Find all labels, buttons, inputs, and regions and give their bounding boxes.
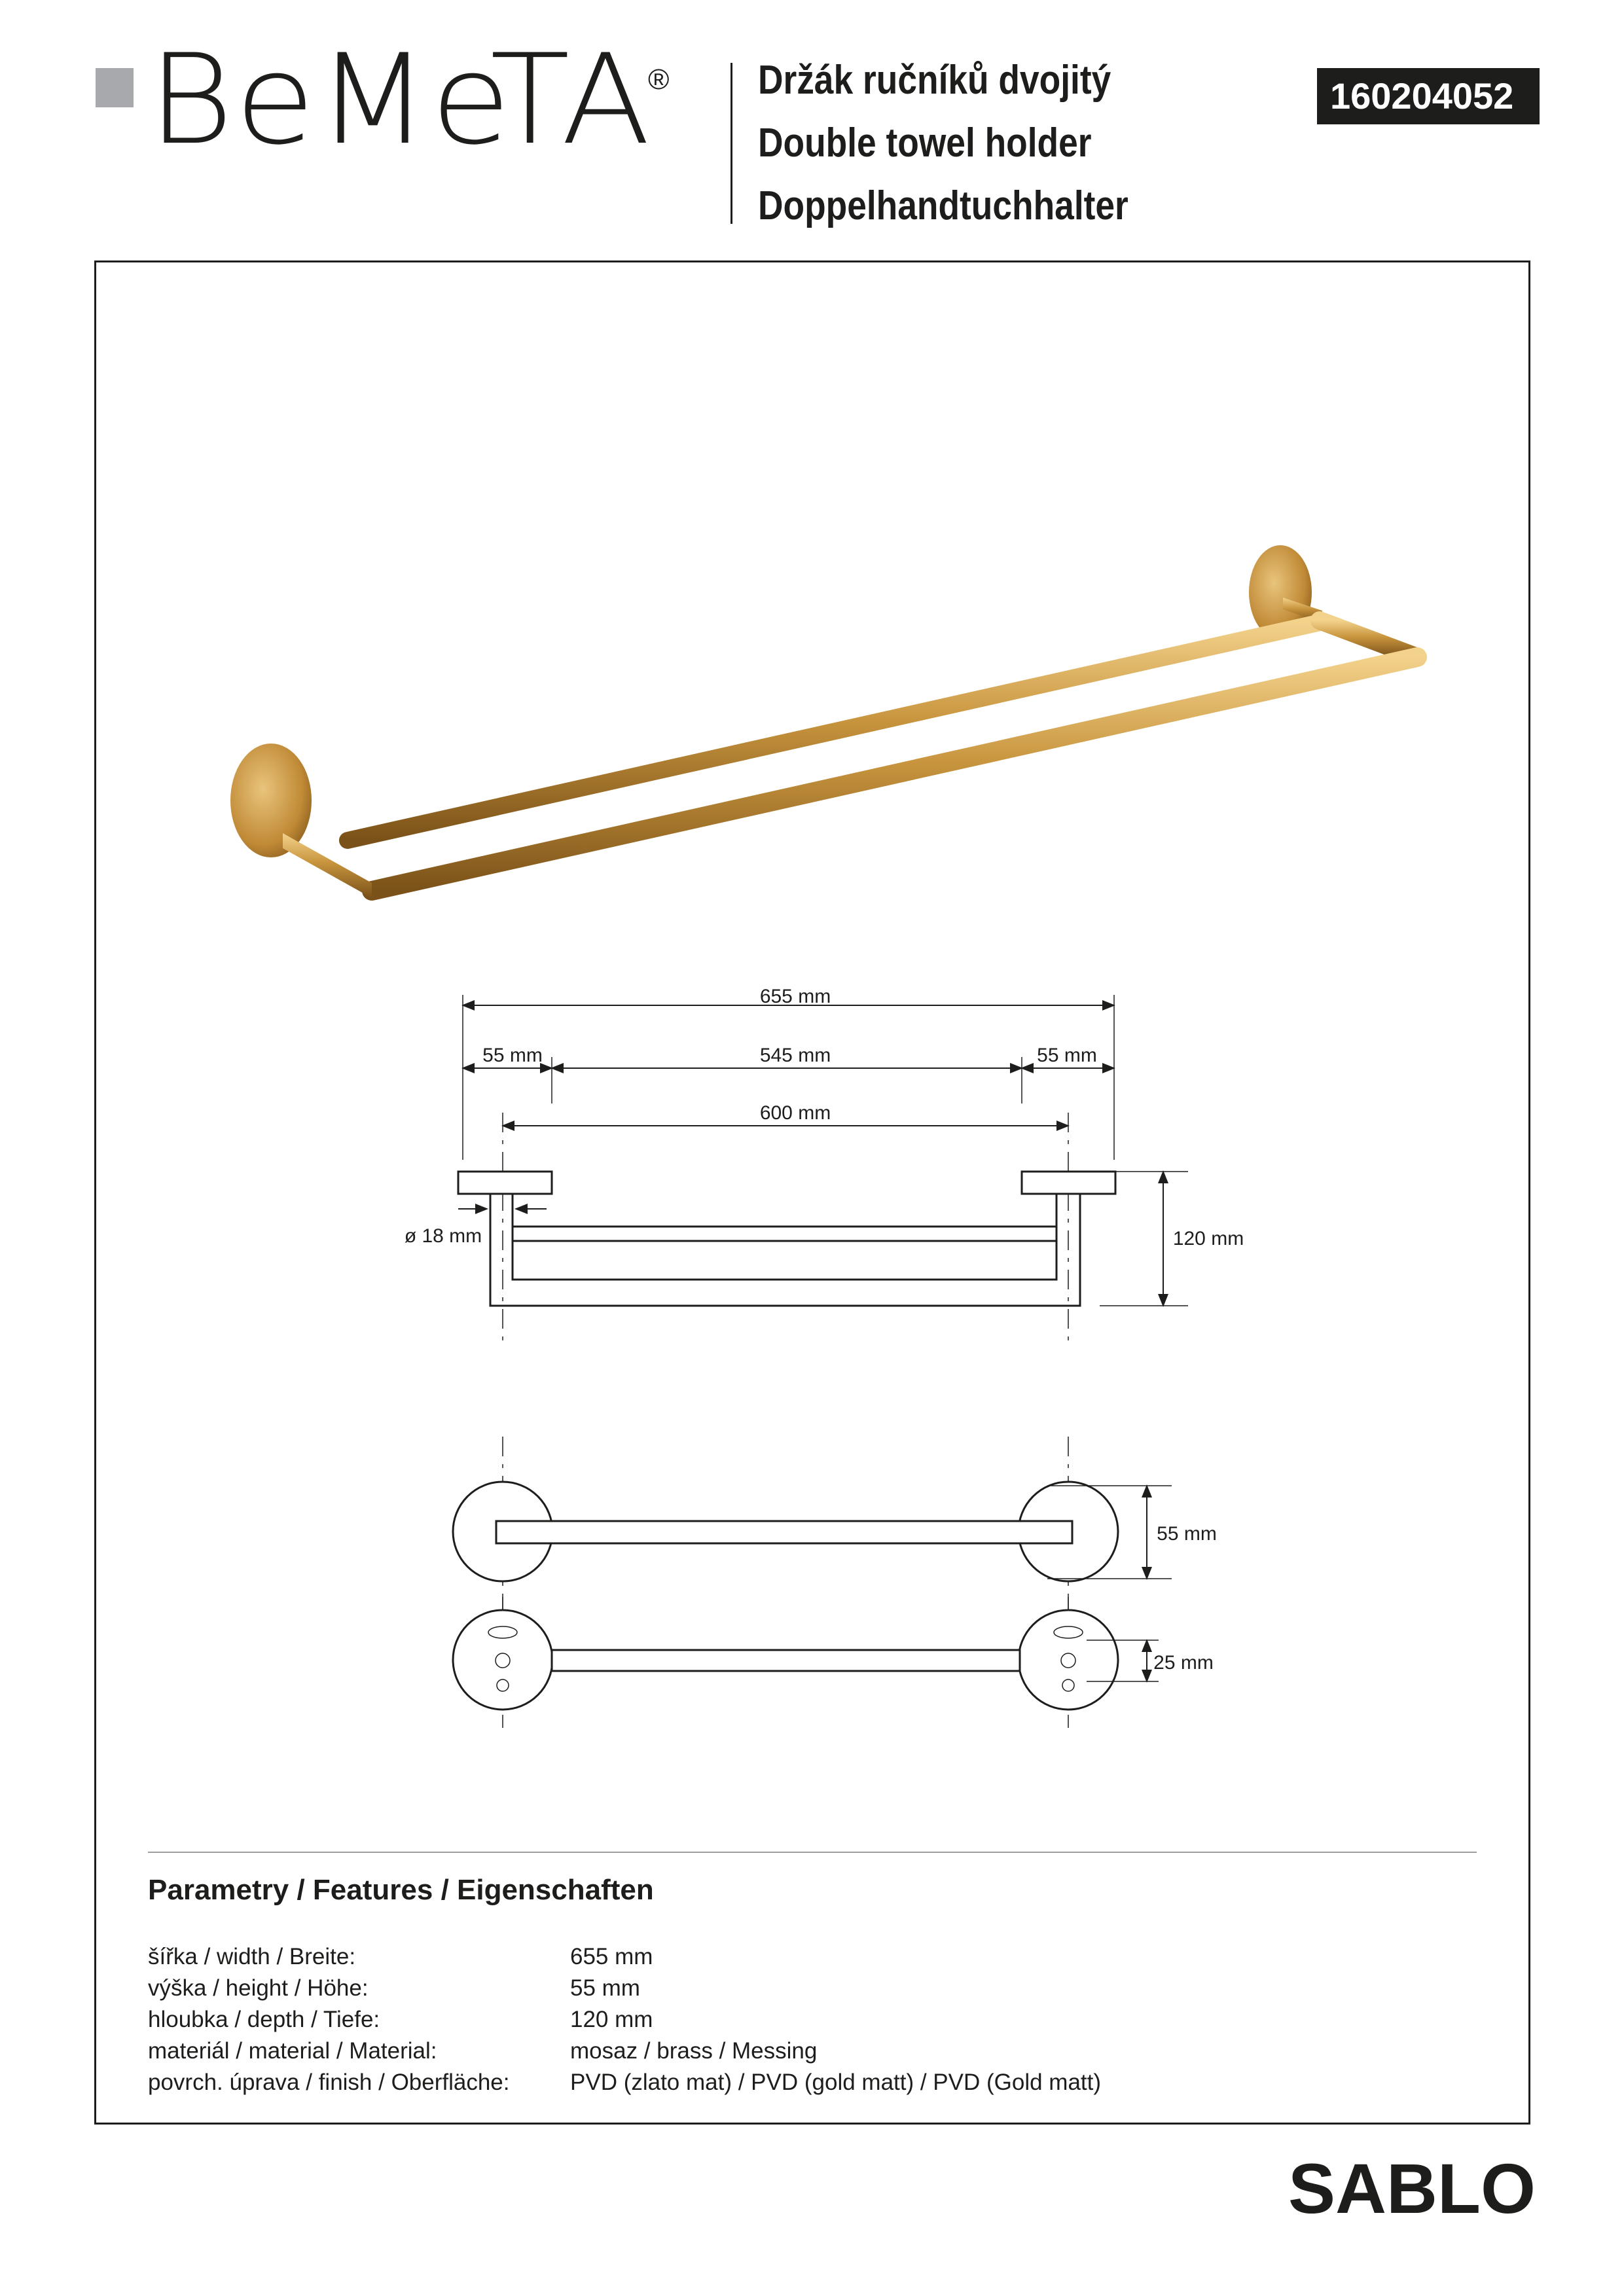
title-german: Doppelhandtuchhalter — [758, 183, 1128, 228]
features-divider — [148, 1852, 1477, 1853]
title-czech: Držák ručníků dvojitý — [758, 58, 1111, 103]
front-rail — [372, 657, 1417, 891]
front-rail-outline-outer — [490, 1194, 1080, 1306]
label-overall-width: 655 mm — [759, 986, 831, 1007]
feature-label: výška / height / Höhe: — [148, 1975, 369, 2001]
feature-row-finish — [148, 2067, 1457, 2098]
top-view-drawing — [453, 1437, 1172, 1620]
feature-row-depth — [148, 2004, 1457, 2036]
rear-rail — [348, 622, 1320, 840]
mount-view-drawing — [453, 1597, 1159, 1728]
rail-top-view — [496, 1521, 1072, 1543]
feature-label: povrch. úprava / finish / Oberfläche: — [148, 2070, 510, 2095]
feature-row-material — [148, 2036, 1457, 2067]
mount-plate-right — [1019, 1610, 1118, 1710]
features-heading: Parametry / Features / Eigenschaften — [148, 1874, 654, 1906]
front-view-labels — [405, 986, 1244, 1249]
feature-value: 120 mm — [570, 2007, 653, 2032]
feature-label: šířka / width / Breite: — [148, 1944, 356, 1969]
feature-value: 55 mm — [570, 1975, 640, 2001]
label-mount-offset: 25 mm — [1153, 1652, 1214, 1674]
feature-label: materiál / material / Material: — [148, 2038, 437, 2064]
label-height: 55 mm — [1157, 1523, 1217, 1545]
feature-row-width — [148, 1941, 1457, 1973]
product-code-badge: 160204052 — [1317, 68, 1540, 124]
flange-left — [458, 1172, 552, 1194]
feature-value: 655 mm — [570, 1944, 653, 1969]
rear-rail-outline — [513, 1227, 1056, 1241]
series-name: SABLO — [1288, 2149, 1536, 2228]
label-flange-left: 55 mm — [482, 1045, 543, 1066]
feature-value: mosaz / brass / Messing — [570, 2038, 818, 2064]
feature-value: PVD (zlato mat) / PVD (gold matt) / PVD (Gold matt) — [570, 2070, 1102, 2095]
feature-row-height — [148, 1973, 1457, 2004]
flange-right — [1022, 1172, 1115, 1194]
product-photo — [230, 545, 1417, 898]
brand-logo: BeMeTA — [148, 27, 652, 172]
label-flange-right: 55 mm — [1037, 1045, 1097, 1066]
label-tube-diameter: ø 18 mm — [404, 1225, 482, 1247]
title-english: Double towel holder — [758, 120, 1092, 166]
mount-plate-left — [453, 1610, 552, 1710]
label-depth: 120 mm — [1172, 1228, 1244, 1249]
label-between-flanges: 545 mm — [759, 1045, 831, 1066]
rail-mount-view — [552, 1650, 1020, 1671]
label-axis-spacing: 600 mm — [759, 1102, 831, 1124]
registered-mark: ® — [648, 63, 670, 96]
feature-label: hloubka / depth / Tiefe: — [148, 2007, 380, 2032]
left-flange — [230, 744, 312, 857]
